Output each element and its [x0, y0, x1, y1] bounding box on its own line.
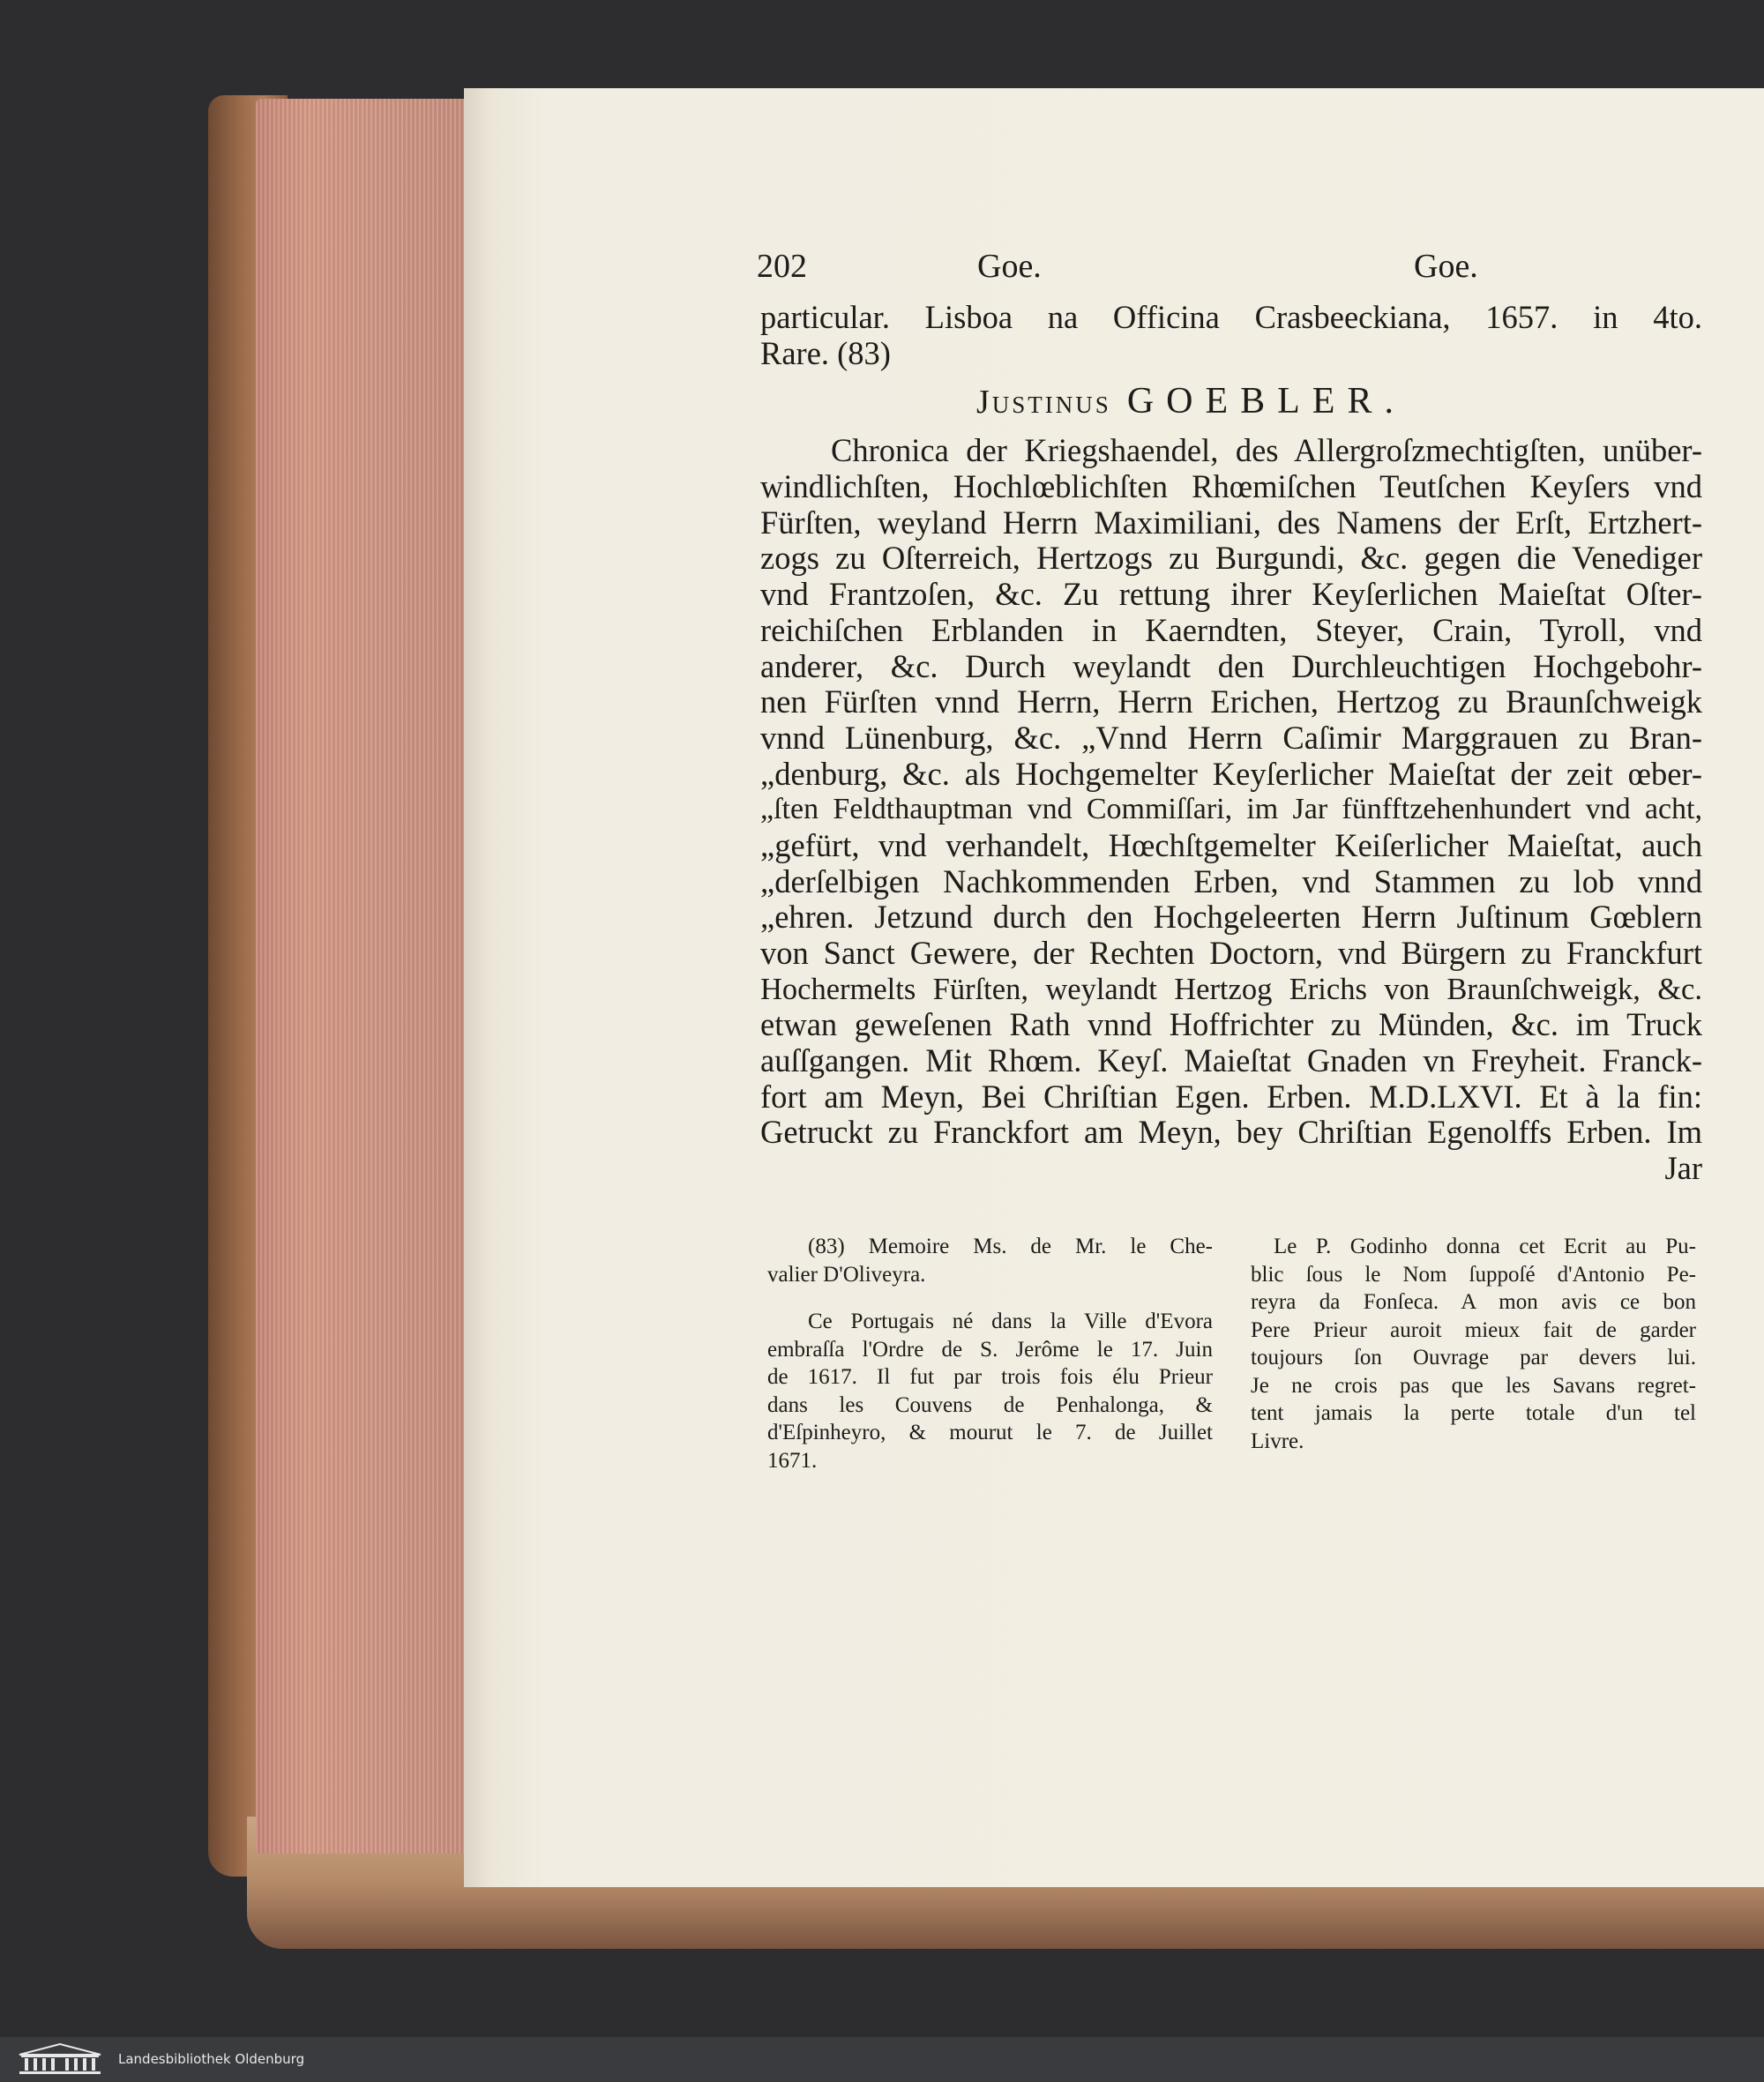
note-line: valier D'Oliveyra. — [767, 1262, 926, 1287]
note-line: toujours ſon Ouvrage par devers lui. — [1251, 1346, 1696, 1369]
text-line: fort am Meyn, Bei Chriſtian Egen. Erben. M.D.LXVI. Et à la fin: — [760, 1078, 1702, 1115]
main-text — [760, 300, 1702, 1187]
text-line: „gefürt, vnd verhandelt, Hœchſtgemelter Keiſerlicher Maieſtat, auch — [760, 827, 1702, 863]
note-line: Le P. Godinho donna cet Ecrit au Pu- — [1274, 1235, 1696, 1258]
entry-heading — [760, 381, 1702, 433]
note-line: reyra da Fonſeca. A mon avis ce bon — [1251, 1290, 1696, 1314]
viewer-footer — [0, 2037, 1764, 2082]
text-line: nen Fürſten vnnd Herrn, Herrn Erichen, Hertzog zu Braunſchweigk — [760, 684, 1702, 720]
text-line: Rare. (83) — [760, 335, 891, 371]
page-number: 202 — [757, 248, 807, 285]
text-line: von Sanct Gewere, der Rechten Doctorn, vnd Bürgern zu Franckfurt — [760, 936, 1702, 971]
text-line: etwan geweſenen Rath vnnd Hoffrichter zu Münden, &c. im Truck — [760, 1007, 1702, 1043]
text-line: „denburg, &c. als Hochgemelter Keyſerlicher Maieſtat der zeit œber- — [760, 756, 1702, 792]
text-line: windlichſten, Hochlœblichſten Rhœmiſchen Teutſchen Keyſers vnd — [760, 469, 1702, 505]
text-line: vnd Frantzoſen, &c. Zu rettung ihrer Keyſerlichen Maieſtat Oſter- — [760, 577, 1702, 613]
note-line: tent jamais la perte totale d'un tel — [1251, 1401, 1696, 1425]
running-head — [757, 247, 1480, 291]
text-line: Chronica der Kriegshaendel, des Allergroſzmechtigſten, unüber- — [831, 433, 1702, 469]
text-line: auſſgangen. Mit Rhœm. Keyſ. Maieſtat Gnaden vn Freyheit. Franck- — [760, 1043, 1702, 1079]
text-line: Getruckt zu Franckfort am Meyn, bey Chriſtian Egenolffs Erben. Im — [760, 1115, 1702, 1151]
text-line: zogs zu Oſterreich, Hertzogs zu Burgundi, &c. gegen die Venediger — [760, 541, 1702, 577]
note-line: de 1617. Il fut par trois fois élu Prieur — [767, 1365, 1213, 1389]
note-line: Livre. — [1251, 1429, 1304, 1453]
text-line: „ſten Feldthauptman vnd Commiſſari, im Jar fünfftzehenhundert vnd acht, — [760, 793, 1702, 826]
text-line: „derſelbigen Nachkommenden Erben, vnd Stammen zu lob vnnd — [760, 863, 1702, 899]
note-line: (83) Memoire Ms. de Mr. le Che- — [808, 1235, 1213, 1258]
text-line: particular. Lisboa na Officina Crasbeeckiana, 1657. in 4to. — [760, 300, 1702, 335]
library-building-icon — [16, 2042, 104, 2076]
catchword: Jar — [1664, 1151, 1702, 1187]
text-line: „ehren. Jetzund durch den Hochgeleerten Herrn Juſtinum Gœblern — [760, 899, 1702, 936]
running-head-right: Goe. — [1414, 248, 1478, 285]
note-line: Ce Portugais né dans la Ville d'Evora — [808, 1310, 1213, 1333]
text-line: anderer, &c. Durch weylandt den Durchleuchtigen Hochgebohr- — [760, 648, 1702, 684]
page-edges — [256, 99, 467, 1854]
footnote-column-left — [767, 1233, 1213, 1474]
note-line: 1671. — [767, 1448, 818, 1473]
note-line: blic ſous le Nom ſuppoſé d'Antonio Pe- — [1251, 1262, 1696, 1287]
note-line: d'Eſpinheyro, & mourut le 7. de Juillet — [767, 1421, 1213, 1444]
text-line: Hochermelts Fürſten, weylandt Hertzog Erichs von Braunſchweigk, &c. — [760, 972, 1702, 1006]
note-gap — [767, 1288, 1213, 1308]
text-line: vnnd Lünenburg, &c. „Vnnd Herrn Caſimir Marggrauen zu Bran- — [760, 720, 1702, 756]
text-line: reichiſchen Erblanden in Kaerndten, Steyer, Crain, Tyroll, vnd — [760, 612, 1702, 648]
note-line: Je ne crois pas que les Savans regret- — [1251, 1373, 1696, 1398]
library-name: Landesbibliothek Oldenburg — [118, 2051, 305, 2067]
text-line: Fürſten, weyland Herrn Maximiliani, des Namens der Erſt, Ertzhert- — [760, 504, 1702, 541]
heading-surname: GOEBLER. — [1126, 381, 1406, 422]
footnote-column-right — [1251, 1233, 1696, 1455]
note-line: Pere Prieur auroit mieux fait de garder — [1251, 1317, 1696, 1342]
running-head-left: Goe. — [977, 248, 1042, 285]
heading-first-name: Justinus — [976, 384, 1111, 422]
note-line: dans les Couvens de Penhalonga, & — [767, 1392, 1213, 1417]
note-line: embraſſa l'Ordre de S. Jerôme le 17. Juin — [767, 1337, 1213, 1362]
